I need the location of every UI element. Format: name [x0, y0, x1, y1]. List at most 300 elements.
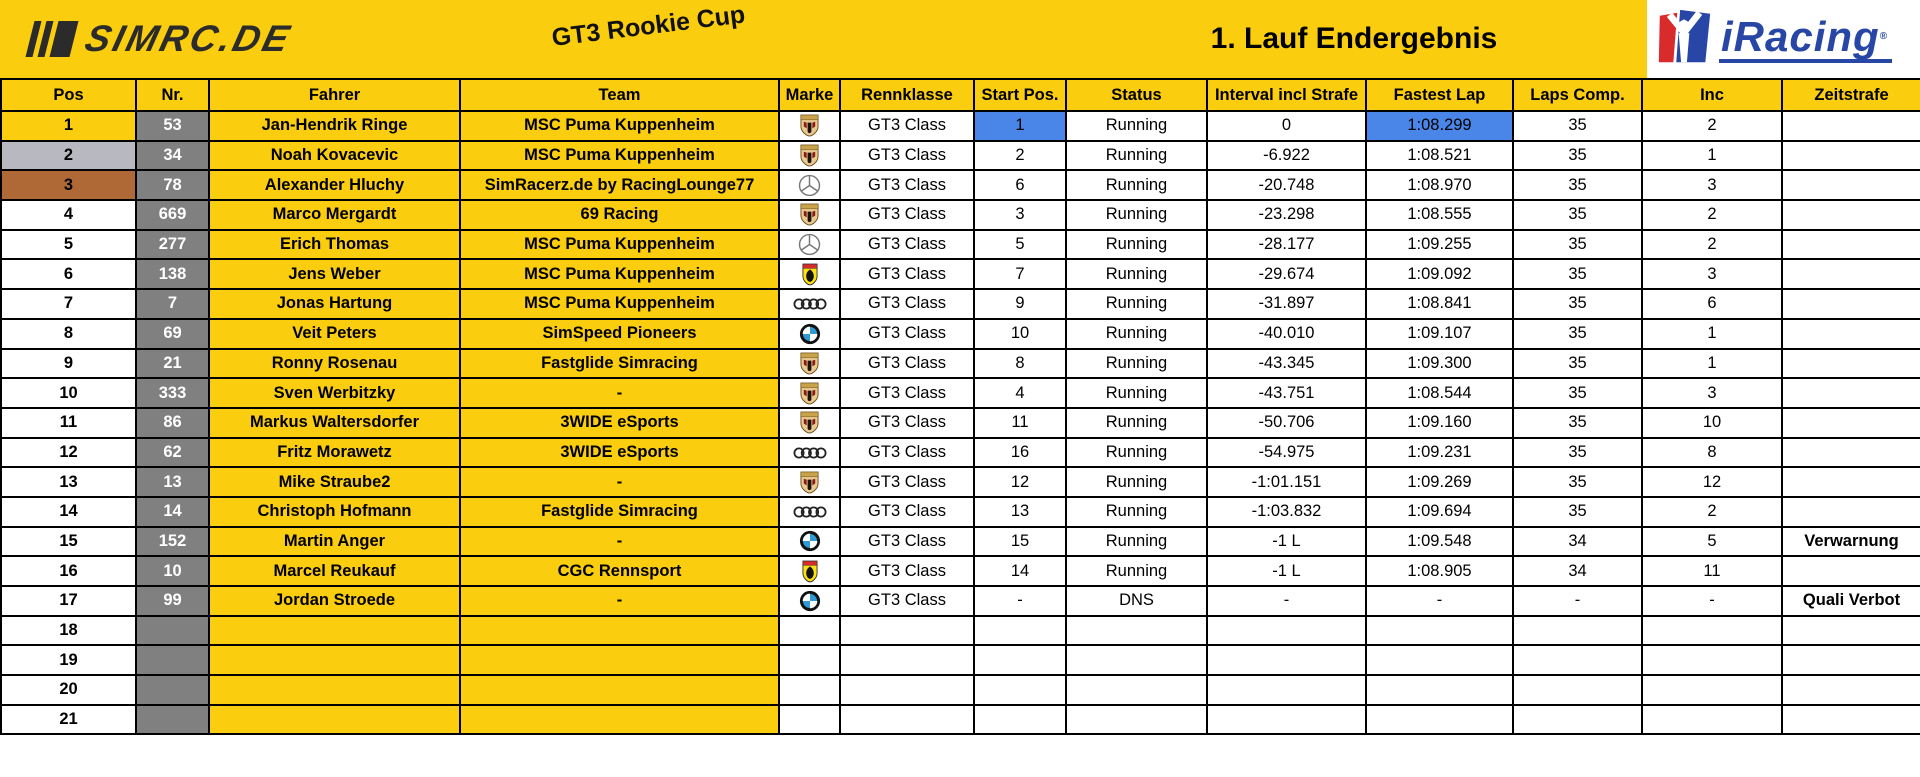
pos-cell: 21: [1, 705, 136, 735]
simrc-logo: [25, 17, 297, 61]
series-title: GT3 Rookie Cup: [550, 0, 747, 52]
team-cell: -: [460, 586, 779, 616]
team-cell: 3WIDE eSports: [460, 438, 779, 468]
laps-cell: 35: [1513, 438, 1642, 468]
car-number-cell: [136, 675, 209, 705]
driver-cell: Marcel Reukauf: [209, 556, 460, 586]
inc-cell: 12: [1642, 467, 1782, 497]
penalty-cell: [1782, 645, 1920, 675]
marke-cell: [779, 556, 840, 586]
penalty-cell: [1782, 675, 1920, 705]
marke-cell: [779, 438, 840, 468]
start-pos-cell: 12: [974, 467, 1066, 497]
interval-cell: -6.922: [1207, 141, 1366, 171]
fastest-lap-cell: 1:09.269: [1366, 467, 1513, 497]
team-cell: Fastglide Simracing: [460, 497, 779, 527]
team-cell: CGC Rennsport: [460, 556, 779, 586]
car-number-cell: 13: [136, 467, 209, 497]
laps-cell: [1513, 675, 1642, 705]
laps-cell: 35: [1513, 497, 1642, 527]
class-cell: GT3 Class: [840, 467, 974, 497]
start-pos-cell: 3: [974, 200, 1066, 230]
driver-cell: Fritz Morawetz: [209, 438, 460, 468]
interval-cell: -31.897: [1207, 289, 1366, 319]
car-number-cell: 69: [136, 319, 209, 349]
penalty-cell: [1782, 467, 1920, 497]
status-cell: Running: [1066, 527, 1207, 557]
laps-cell: 35: [1513, 259, 1642, 289]
inc-cell: 3: [1642, 259, 1782, 289]
team-cell: [460, 705, 779, 735]
driver-cell: Marco Mergardt: [209, 200, 460, 230]
driver-cell: Jonas Hartung: [209, 289, 460, 319]
interval-cell: -43.751: [1207, 378, 1366, 408]
car-number-cell: 669: [136, 200, 209, 230]
fastest-lap-cell: [1366, 616, 1513, 646]
team-cell: [460, 645, 779, 675]
inc-cell: 1: [1642, 349, 1782, 379]
page-title: 1. Lauf Endergebnis: [1210, 22, 1498, 55]
col-header-marke: Marke: [779, 79, 840, 111]
header-row: [1, 79, 1920, 111]
inc-cell: -: [1642, 586, 1782, 616]
iracing-emblem-icon: [1653, 6, 1715, 73]
start-pos-cell: 6: [974, 170, 1066, 200]
marke-cell: [779, 586, 840, 616]
fastest-lap-cell: [1366, 645, 1513, 675]
car-number-cell: 62: [136, 438, 209, 468]
marke-cell: [779, 467, 840, 497]
status-cell: Running: [1066, 259, 1207, 289]
start-pos-cell: 9: [974, 289, 1066, 319]
col-header-zeitstrafe: Zeitstrafe: [1782, 79, 1920, 111]
fastest-lap-cell: 1:08.521: [1366, 141, 1513, 171]
results-table: [0, 78, 1920, 735]
penalty-cell: [1782, 141, 1920, 171]
team-cell: SimRacerz.de by RacingLounge77: [460, 170, 779, 200]
class-cell: GT3 Class: [840, 497, 974, 527]
car-number-cell: 333: [136, 378, 209, 408]
driver-cell: Veit Peters: [209, 319, 460, 349]
inc-cell: 2: [1642, 230, 1782, 260]
status-cell: Running: [1066, 378, 1207, 408]
inc-cell: 5: [1642, 527, 1782, 557]
laps-cell: 35: [1513, 141, 1642, 171]
driver-cell: Erich Thomas: [209, 230, 460, 260]
table-row: [1, 438, 1920, 468]
registered-mark: ®: [1879, 31, 1889, 42]
inc-cell: 3: [1642, 378, 1782, 408]
fastest-lap-cell: 1:08.970: [1366, 170, 1513, 200]
fastest-lap-cell: [1366, 675, 1513, 705]
team-cell: 69 Racing: [460, 200, 779, 230]
marke-cell: [779, 378, 840, 408]
penalty-cell: [1782, 349, 1920, 379]
interval-cell: [1207, 645, 1366, 675]
table-row: [1, 378, 1920, 408]
car-number-cell: 99: [136, 586, 209, 616]
class-cell: GT3 Class: [840, 170, 974, 200]
penalty-cell: [1782, 438, 1920, 468]
pos-cell: 14: [1, 497, 136, 527]
driver-cell: Mike Straube2: [209, 467, 460, 497]
start-pos-cell: 14: [974, 556, 1066, 586]
fastest-lap-cell: 1:09.092: [1366, 259, 1513, 289]
pos-cell: 13: [1, 467, 136, 497]
start-pos-cell: 10: [974, 319, 1066, 349]
fastest-lap-cell: 1:09.231: [1366, 438, 1513, 468]
laps-cell: 35: [1513, 230, 1642, 260]
start-pos-cell: [974, 645, 1066, 675]
laps-cell: 35: [1513, 349, 1642, 379]
penalty-cell: [1782, 200, 1920, 230]
table-row: [1, 408, 1920, 438]
laps-cell: 35: [1513, 319, 1642, 349]
laps-cell: [1513, 705, 1642, 735]
class-cell: GT3 Class: [840, 378, 974, 408]
status-cell: DNS: [1066, 586, 1207, 616]
class-cell: GT3 Class: [840, 230, 974, 260]
col-header-inc: Inc: [1642, 79, 1782, 111]
penalty-cell: [1782, 170, 1920, 200]
status-cell: [1066, 675, 1207, 705]
laps-cell: 35: [1513, 111, 1642, 141]
col-header-interval: Interval incl Strafe: [1207, 79, 1366, 111]
status-cell: Running: [1066, 200, 1207, 230]
table-row: [1, 170, 1920, 200]
team-cell: -: [460, 378, 779, 408]
porsche-logo-icon: [800, 144, 819, 167]
results-tbody: [1, 111, 1920, 734]
interval-cell: -1:03.832: [1207, 497, 1366, 527]
interval-cell: -54.975: [1207, 438, 1366, 468]
fastest-lap-cell: 1:09.548: [1366, 527, 1513, 557]
fastest-lap-cell: 1:09.160: [1366, 408, 1513, 438]
table-row: [1, 616, 1920, 646]
laps-cell: -: [1513, 586, 1642, 616]
marke-cell: [779, 200, 840, 230]
class-cell: GT3 Class: [840, 527, 974, 557]
marke-cell: [779, 141, 840, 171]
interval-cell: -43.345: [1207, 349, 1366, 379]
start-pos-cell: [974, 675, 1066, 705]
class-cell: GT3 Class: [840, 289, 974, 319]
laps-cell: 35: [1513, 289, 1642, 319]
pos-cell: 12: [1, 438, 136, 468]
laps-cell: 35: [1513, 200, 1642, 230]
car-number-cell: 21: [136, 349, 209, 379]
marke-cell: [779, 675, 840, 705]
table-row: [1, 141, 1920, 171]
pos-cell: 7: [1, 289, 136, 319]
fastest-lap-cell: 1:08.905: [1366, 556, 1513, 586]
pos-cell: 15: [1, 527, 136, 557]
driver-cell: Martin Anger: [209, 527, 460, 557]
interval-cell: [1207, 616, 1366, 646]
inc-cell: 2: [1642, 200, 1782, 230]
interval-cell: 0: [1207, 111, 1366, 141]
bmw-logo-icon: [799, 323, 821, 345]
car-number-cell: 152: [136, 527, 209, 557]
pos-cell: 18: [1, 616, 136, 646]
laps-cell: [1513, 645, 1642, 675]
inc-cell: 1: [1642, 141, 1782, 171]
car-number-cell: [136, 616, 209, 646]
driver-cell: Markus Waltersdorfer: [209, 408, 460, 438]
laps-cell: 35: [1513, 467, 1642, 497]
start-pos-cell: [974, 616, 1066, 646]
team-cell: [460, 616, 779, 646]
interval-cell: [1207, 675, 1366, 705]
inc-cell: 11: [1642, 556, 1782, 586]
driver-cell: Ronny Rosenau: [209, 349, 460, 379]
table-row: [1, 527, 1920, 557]
inc-cell: 6: [1642, 289, 1782, 319]
col-header-fastest-lap: Fastest Lap: [1366, 79, 1513, 111]
inc-cell: 8: [1642, 438, 1782, 468]
start-pos-cell: [974, 705, 1066, 735]
porsche-logo-icon: [800, 114, 819, 137]
penalty-cell: [1782, 616, 1920, 646]
status-cell: Running: [1066, 319, 1207, 349]
table-row: [1, 497, 1920, 527]
status-cell: Running: [1066, 111, 1207, 141]
col-header-start-pos: Start Pos.: [974, 79, 1066, 111]
status-cell: Running: [1066, 467, 1207, 497]
penalty-cell: [1782, 289, 1920, 319]
start-pos-cell: 13: [974, 497, 1066, 527]
pos-cell: 5: [1, 230, 136, 260]
audi-logo-icon: [793, 446, 827, 460]
status-cell: Running: [1066, 497, 1207, 527]
driver-cell: Christoph Hofmann: [209, 497, 460, 527]
marke-cell: [779, 616, 840, 646]
col-header-rennklasse: Rennklasse: [840, 79, 974, 111]
driver-cell: Noah Kovacevic: [209, 141, 460, 171]
team-cell: Fastglide Simracing: [460, 349, 779, 379]
ferrari-logo-icon: [802, 560, 818, 583]
inc-cell: [1642, 645, 1782, 675]
car-number-cell: 53: [136, 111, 209, 141]
driver-cell: Jordan Stroede: [209, 586, 460, 616]
laps-cell: 34: [1513, 527, 1642, 557]
table-row: [1, 675, 1920, 705]
table-row: [1, 705, 1920, 735]
bmw-logo-icon: [799, 590, 821, 612]
team-cell: MSC Puma Kuppenheim: [460, 289, 779, 319]
marke-cell: [779, 705, 840, 735]
interval-cell: -1 L: [1207, 556, 1366, 586]
inc-cell: 10: [1642, 408, 1782, 438]
porsche-logo-icon: [800, 411, 819, 434]
mercedes-logo-icon: [798, 233, 821, 256]
ferrari-logo-icon: [802, 263, 818, 286]
car-number-cell: [136, 705, 209, 735]
col-header-laps-comp: Laps Comp.: [1513, 79, 1642, 111]
class-cell: GT3 Class: [840, 349, 974, 379]
penalty-cell: [1782, 705, 1920, 735]
marke-cell: [779, 230, 840, 260]
team-cell: MSC Puma Kuppenheim: [460, 259, 779, 289]
class-cell: GT3 Class: [840, 200, 974, 230]
pos-cell: 11: [1, 408, 136, 438]
col-header-nr: Nr.: [136, 79, 209, 111]
marke-cell: [779, 349, 840, 379]
marke-cell: [779, 111, 840, 141]
fastest-lap-cell: 1:09.107: [1366, 319, 1513, 349]
driver-cell: Jens Weber: [209, 259, 460, 289]
penalty-cell: [1782, 259, 1920, 289]
class-cell: [840, 705, 974, 735]
porsche-logo-icon: [800, 203, 819, 226]
start-pos-cell: 1: [974, 111, 1066, 141]
driver-cell: Jan-Hendrik Ringe: [209, 111, 460, 141]
pos-cell: 2: [1, 141, 136, 171]
car-number-cell: 138: [136, 259, 209, 289]
marke-cell: [779, 408, 840, 438]
fastest-lap-cell: [1366, 705, 1513, 735]
interval-cell: -50.706: [1207, 408, 1366, 438]
status-cell: [1066, 645, 1207, 675]
inc-cell: [1642, 705, 1782, 735]
marke-cell: [779, 170, 840, 200]
header-banner: [0, 0, 1920, 78]
fastest-lap-cell: 1:08.555: [1366, 200, 1513, 230]
class-cell: GT3 Class: [840, 319, 974, 349]
penalty-cell: [1782, 319, 1920, 349]
interval-cell: -29.674: [1207, 259, 1366, 289]
start-pos-cell: 15: [974, 527, 1066, 557]
marke-cell: [779, 497, 840, 527]
team-cell: 3WIDE eSports: [460, 408, 779, 438]
start-pos-cell: -: [974, 586, 1066, 616]
interval-cell: -23.298: [1207, 200, 1366, 230]
mercedes-logo-icon: [798, 174, 821, 197]
penalty-cell: [1782, 497, 1920, 527]
laps-cell: 35: [1513, 408, 1642, 438]
pos-cell: 19: [1, 645, 136, 675]
fastest-lap-cell: -: [1366, 586, 1513, 616]
status-cell: Running: [1066, 230, 1207, 260]
marke-cell: [779, 259, 840, 289]
interval-cell: -: [1207, 586, 1366, 616]
start-pos-cell: 5: [974, 230, 1066, 260]
start-pos-cell: 8: [974, 349, 1066, 379]
class-cell: GT3 Class: [840, 141, 974, 171]
status-cell: [1066, 616, 1207, 646]
car-number-cell: [136, 645, 209, 675]
pos-cell: 10: [1, 378, 136, 408]
status-cell: Running: [1066, 170, 1207, 200]
penalty-cell: [1782, 111, 1920, 141]
car-number-cell: 14: [136, 497, 209, 527]
fastest-lap-cell: 1:08.841: [1366, 289, 1513, 319]
driver-cell: [209, 616, 460, 646]
team-cell: [460, 675, 779, 705]
marke-cell: [779, 527, 840, 557]
iracing-wordmark: iRacing®: [1719, 15, 1892, 63]
col-header-pos: Pos: [1, 79, 136, 111]
car-number-cell: 10: [136, 556, 209, 586]
marke-cell: [779, 319, 840, 349]
pos-cell: 3: [1, 170, 136, 200]
penalty-cell: [1782, 556, 1920, 586]
interval-cell: -20.748: [1207, 170, 1366, 200]
start-pos-cell: 11: [974, 408, 1066, 438]
driver-cell: Alexander Hluchy: [209, 170, 460, 200]
driver-cell: [209, 705, 460, 735]
status-cell: Running: [1066, 438, 1207, 468]
penalty-cell: [1782, 408, 1920, 438]
driver-cell: Sven Werbitzky: [209, 378, 460, 408]
pos-cell: 17: [1, 586, 136, 616]
fastest-lap-cell: 1:09.300: [1366, 349, 1513, 379]
team-cell: -: [460, 527, 779, 557]
class-cell: GT3 Class: [840, 586, 974, 616]
interval-cell: -1:01.151: [1207, 467, 1366, 497]
col-header-fahrer: Fahrer: [209, 79, 460, 111]
pos-cell: 20: [1, 675, 136, 705]
penalty-cell: [1782, 230, 1920, 260]
table-row: [1, 556, 1920, 586]
pos-cell: 16: [1, 556, 136, 586]
penalty-cell: Quali Verbot: [1782, 586, 1920, 616]
start-pos-cell: 7: [974, 259, 1066, 289]
porsche-logo-icon: [800, 471, 819, 494]
team-cell: SimSpeed Pioneers: [460, 319, 779, 349]
class-cell: GT3 Class: [840, 438, 974, 468]
start-pos-cell: 4: [974, 378, 1066, 408]
class-cell: GT3 Class: [840, 111, 974, 141]
table-row: [1, 200, 1920, 230]
class-cell: [840, 675, 974, 705]
laps-cell: 34: [1513, 556, 1642, 586]
class-cell: [840, 616, 974, 646]
pos-cell: 1: [1, 111, 136, 141]
marke-cell: [779, 645, 840, 675]
pos-cell: 9: [1, 349, 136, 379]
inc-cell: [1642, 675, 1782, 705]
class-cell: [840, 645, 974, 675]
class-cell: GT3 Class: [840, 556, 974, 586]
table-row: [1, 230, 1920, 260]
porsche-logo-icon: [800, 382, 819, 405]
inc-cell: 2: [1642, 111, 1782, 141]
interval-cell: -40.010: [1207, 319, 1366, 349]
status-cell: Running: [1066, 289, 1207, 319]
status-cell: Running: [1066, 141, 1207, 171]
bmw-logo-icon: [799, 530, 821, 552]
table-row: [1, 645, 1920, 675]
inc-cell: 1: [1642, 319, 1782, 349]
inc-cell: [1642, 616, 1782, 646]
status-cell: [1066, 705, 1207, 735]
table-row: [1, 319, 1920, 349]
porsche-logo-icon: [800, 352, 819, 375]
fastest-lap-cell: 1:09.694: [1366, 497, 1513, 527]
table-row: [1, 259, 1920, 289]
driver-cell: [209, 645, 460, 675]
table-row: [1, 289, 1920, 319]
car-number-cell: 7: [136, 289, 209, 319]
fastest-lap-cell: 1:08.299: [1366, 111, 1513, 141]
pos-cell: 6: [1, 259, 136, 289]
inc-cell: 2: [1642, 497, 1782, 527]
car-number-cell: 34: [136, 141, 209, 171]
start-pos-cell: 2: [974, 141, 1066, 171]
col-header-team: Team: [460, 79, 779, 111]
simrc-wordmark: SIMRC.DE: [81, 18, 297, 59]
